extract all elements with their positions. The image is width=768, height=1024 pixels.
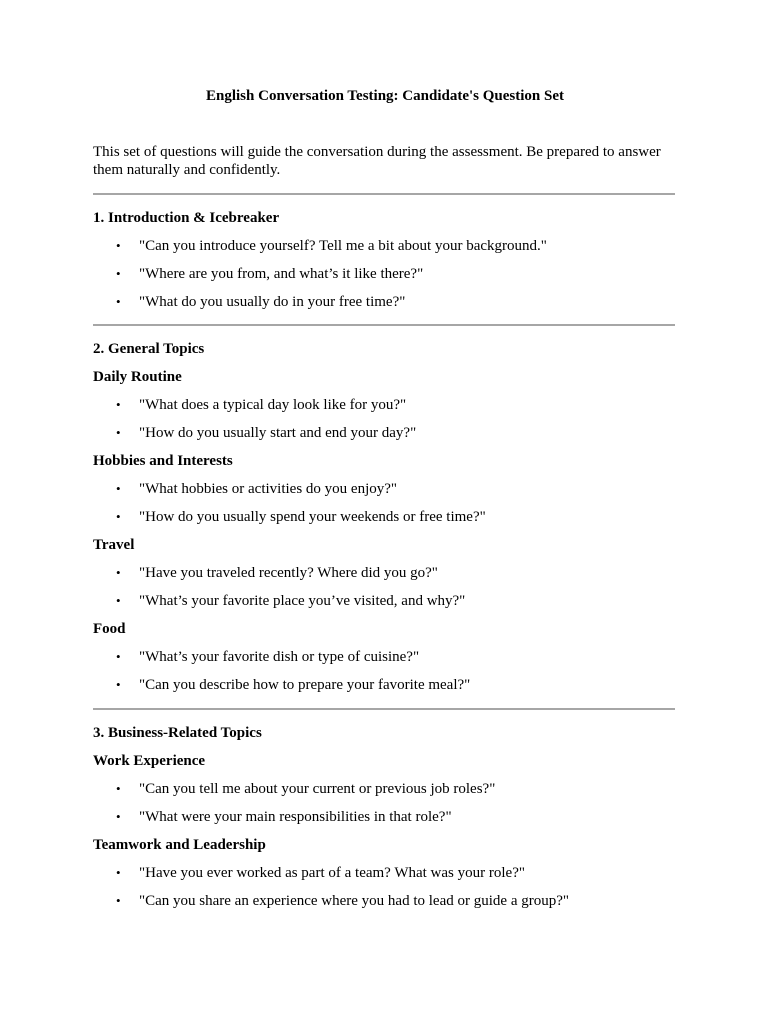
question-text: "What hobbies or activities do you enjoy?": [139, 481, 398, 497]
section-heading-introduction: 1. Introduction & Icebreaker: [93, 210, 280, 226]
question-list-teamwork: [93, 864, 675, 910]
question-text: "What do you usually do in your free time?": [139, 294, 406, 310]
question-text: "Can you describe how to prepare your favorite meal?": [139, 677, 471, 693]
question-text: "What were your main responsibilities in that role?": [139, 809, 452, 825]
question-text: "Have you traveled recently? Where did you go?": [139, 565, 438, 581]
question-list-introduction: [93, 237, 675, 311]
question-item: [93, 648, 675, 676]
bullet-icon: •: [116, 565, 121, 580]
question-text: "Have you ever worked as part of a team? What was your role?": [139, 865, 525, 881]
question-text: "What’s your favorite dish or type of cuisine?": [139, 649, 420, 665]
subheading-daily-routine: Daily Routine: [93, 369, 182, 385]
question-text: "What’s your favorite place you’ve visited, and why?": [139, 593, 466, 609]
question-item: [93, 892, 675, 910]
bullet-icon: •: [116, 294, 121, 309]
subheading-teamwork-leadership: Teamwork and Leadership: [93, 837, 266, 853]
intro-paragraph: This set of questions will guide the conversation during the assessment. Be prepared to answer them naturally and confidently.: [93, 144, 661, 178]
bullet-icon: •: [116, 781, 121, 796]
bullet-icon: •: [116, 425, 121, 440]
question-item: [93, 237, 675, 265]
question-item: [93, 864, 675, 892]
question-text: "Where are you from, and what’s it like there?": [139, 266, 424, 282]
question-item: [93, 592, 675, 610]
bullet-icon: •: [116, 649, 121, 664]
bullet-icon: •: [116, 865, 121, 880]
question-item: [93, 480, 675, 508]
question-list-daily-routine: [93, 396, 675, 442]
document-page: [93, 86, 675, 910]
question-list-hobbies: [93, 480, 675, 526]
question-text: "Can you tell me about your current or previous job roles?": [139, 781, 496, 797]
question-text: "How do you usually start and end your day?": [139, 425, 417, 441]
question-text: "Can you share an experience where you had to lead or guide a group?": [139, 893, 569, 909]
bullet-icon: •: [116, 509, 121, 524]
question-text: "What does a typical day look like for you?": [139, 397, 407, 413]
question-list-travel: [93, 564, 675, 610]
question-item: [93, 508, 675, 526]
bullet-icon: •: [116, 238, 121, 253]
section-divider: [93, 708, 675, 710]
bullet-icon: •: [116, 481, 121, 496]
question-item: [93, 396, 675, 424]
question-item: [93, 564, 675, 592]
subheading-food: Food: [93, 621, 126, 637]
question-item: [93, 293, 675, 311]
question-list-work-experience: [93, 780, 675, 826]
question-item: [93, 424, 675, 442]
section-heading-business-topics: 3. Business-Related Topics: [93, 725, 262, 741]
subheading-hobbies-interests: Hobbies and Interests: [93, 453, 233, 469]
bullet-icon: •: [116, 593, 121, 608]
bullet-icon: •: [116, 893, 121, 908]
bullet-icon: •: [116, 397, 121, 412]
question-item: [93, 808, 675, 826]
question-list-food: [93, 648, 675, 694]
subheading-travel: Travel: [93, 537, 135, 553]
question-item: [93, 265, 675, 293]
section-heading-general-topics: 2. General Topics: [93, 341, 205, 357]
bullet-icon: •: [116, 809, 121, 824]
document-title: English Conversation Testing: Candidate's Question Set: [206, 88, 564, 104]
section-divider: [93, 193, 675, 195]
question-text: "How do you usually spend your weekends or free time?": [139, 509, 486, 525]
question-text: "Can you introduce yourself? Tell me a bit about your background.": [139, 238, 547, 254]
section-divider: [93, 324, 675, 326]
bullet-icon: •: [116, 266, 121, 281]
bullet-icon: •: [116, 677, 121, 692]
question-item: [93, 676, 675, 694]
subheading-work-experience: Work Experience: [93, 753, 206, 769]
question-item: [93, 780, 675, 808]
